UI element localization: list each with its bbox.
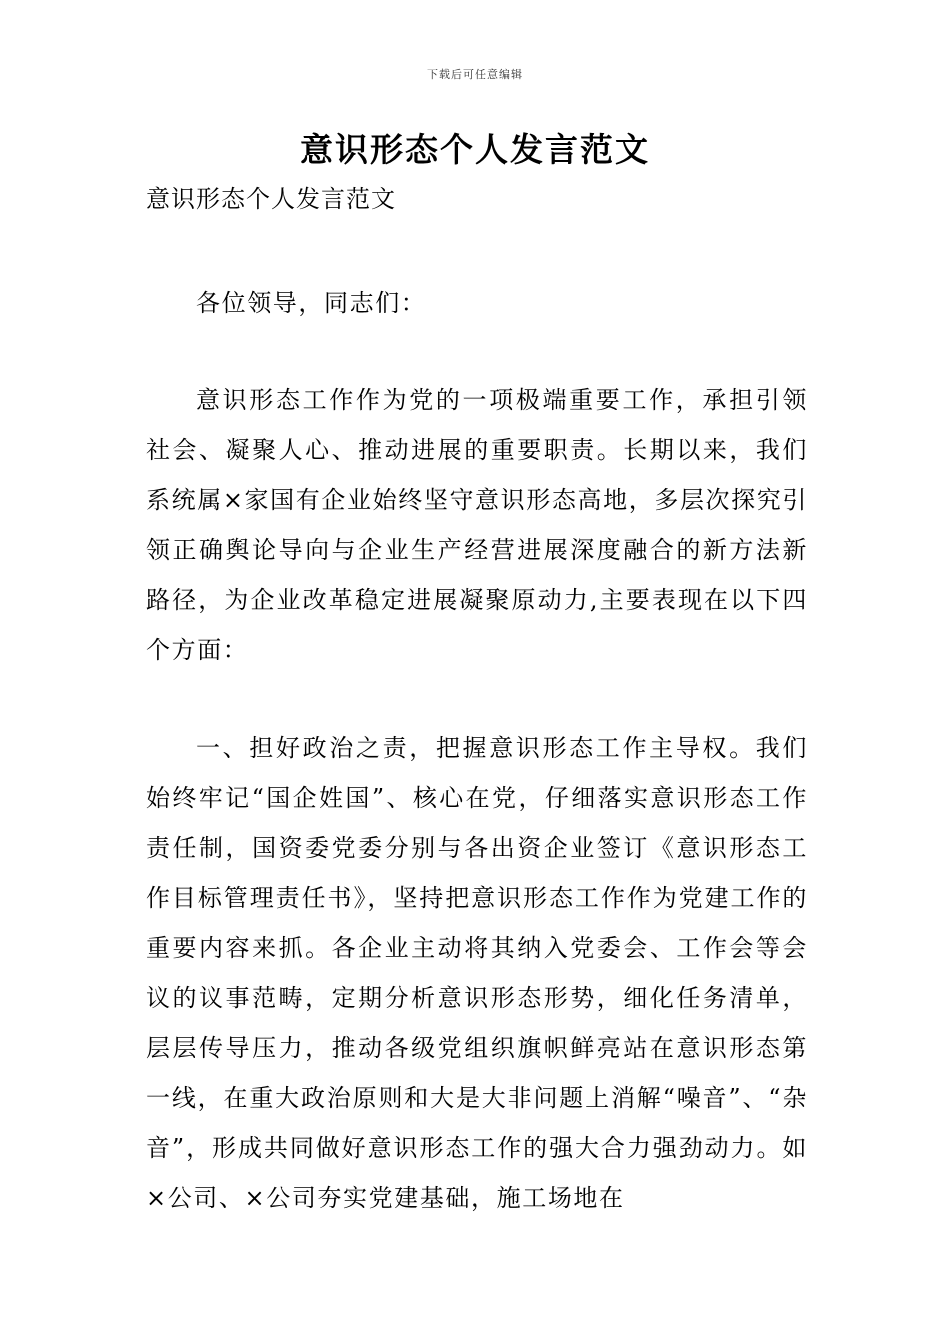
header-note: 下载后可任意编辑 (427, 68, 523, 81)
document-title: 意识形态个人发言范文 (300, 130, 650, 169)
paragraph-section-one: 一、担好政治之责，把握意识形态工作主导权。我们始终牢记“国企姓国”、核心在党，仔细落实意识形态工作责任制，国资委党委分别与各出资企业签订《意识形态工作目标管理责任书》，坚持把意识形态工作作为党建工作的重要内容来抓。各企业主动将其纳入党委会、工作会等会议的议事范畴，定期分析意识形态形势，细化任务清单，层层传导压力，推动各级党组织旗帜鲜亮站在意识形态第一线，在重大政治原则和大是大非问题上消解“噪音”、“杂音”，形成共同做好意识形态工作的强大合力强劲动力。如×公司、×公司夯实党建基础，施工场地在 (146, 734, 808, 1212)
document-subtitle: 意识形态个人发言范文 (146, 185, 396, 213)
salutation: 各位领导，同志们： (196, 289, 427, 317)
paragraph-intro: 意识形态工作作为党的一项极端重要工作，承担引领社会、凝聚人心、推动进展的重要职责。长期以来，我们系统属×家国有企业始终坚守意识形态高地，多层次探究引领正确舆论导向与企业生产经营进展深度融合的新方法新路径，为企业改革稳定进展凝聚原动力,主要表现在以下四个方面： (146, 386, 808, 664)
